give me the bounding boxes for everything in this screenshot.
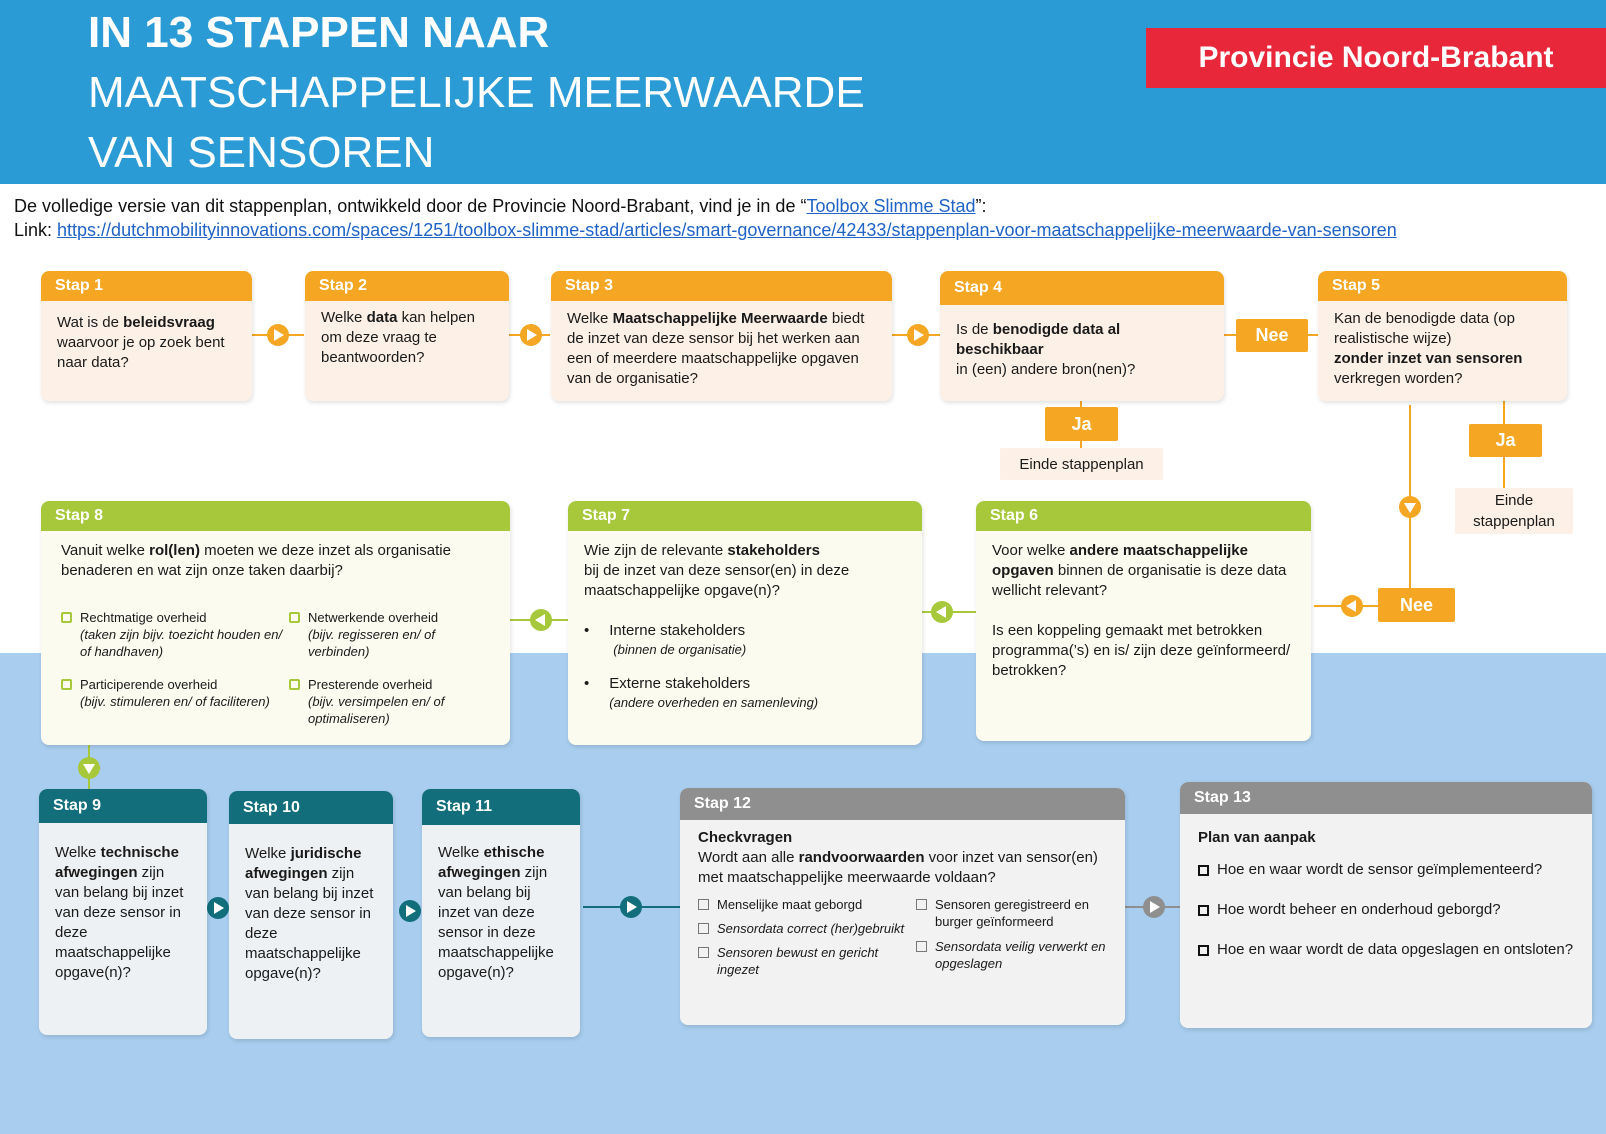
step-12-heading: Checkvragen xyxy=(698,829,793,846)
step-3-bold: Maatschappelijke Meerwaarde xyxy=(612,310,828,327)
step-9-label: Stap 9 xyxy=(39,789,207,823)
intro-line1-suffix: ”: xyxy=(975,196,987,216)
role-presterende[interactable] xyxy=(289,676,489,727)
intro-text xyxy=(14,194,1397,242)
intro-line1: De volledige versie van dit stappenplan, ontwikkeld door de Provincie Noord-Brabant, vind je in de “ xyxy=(14,196,807,216)
step-9-text-2: zijn van belang bij inzet van deze sensor in deze maatschappelijke opgave(n)? xyxy=(55,864,184,981)
step-5-no-tag: Nee xyxy=(1378,588,1455,622)
step-6-bold: andere maatschappelijke opgaven xyxy=(992,542,1248,579)
step-12-box xyxy=(680,788,1125,1025)
checkbox-icon xyxy=(61,679,72,690)
checkbox-icon xyxy=(289,679,300,690)
stakeholder-sub: (binnen de organisatie) xyxy=(613,642,747,657)
checkbox-icon xyxy=(1198,905,1209,916)
step-3-text: Welke xyxy=(567,310,613,327)
step-5-text-2: verkregen worden? xyxy=(1334,370,1463,387)
step-10-bold: juridische afwegingen xyxy=(245,845,362,882)
step-7-label: Stap 7 xyxy=(568,501,922,531)
role-sub: (bijv. regisseren en/ of verbinden) xyxy=(308,627,435,659)
step-8-text-2: moeten we deze inzet als organisatie benaderen en wat zijn onze taken daarbij? xyxy=(61,542,451,579)
step-11-text: Welke xyxy=(438,844,484,861)
step-5-bold: zonder inzet van sensoren xyxy=(1334,350,1523,367)
checkbox-icon xyxy=(698,899,709,910)
step-10-text: Welke xyxy=(245,845,291,862)
check-sensoren-geregistreerd[interactable] xyxy=(916,896,1116,930)
checkbox-icon xyxy=(1198,945,1209,956)
step-1-bold: beleidsvraag xyxy=(123,314,215,331)
check-sensordata-correct[interactable] xyxy=(698,920,916,937)
role-title: Presterende overheid xyxy=(308,677,433,692)
step-2-box xyxy=(305,271,509,401)
plan-item-label: Hoe en waar wordt de data opgeslagen en ontsloten? xyxy=(1217,941,1574,958)
checkbox-icon xyxy=(916,941,927,952)
plan-item[interactable] xyxy=(1198,860,1576,880)
step-5-text: Kan de benodigde data (op realistische wijze) xyxy=(1334,310,1515,347)
step-12-text-2: voor inzet van sensor(en) met maatschappelijke meerwaarde voldaan? xyxy=(698,849,1098,886)
step-7-bold: stakeholders xyxy=(727,542,820,559)
step-1-label: Stap 1 xyxy=(41,271,252,301)
step-1-text: Wat is de xyxy=(57,314,124,331)
checkbox-icon xyxy=(916,899,927,910)
step-5-box xyxy=(1318,271,1567,401)
role-sub: (bijv. versimpelen en/ of optimaliseren) xyxy=(308,694,445,726)
step-1-box xyxy=(41,271,252,401)
step-12-text: Wordt aan alle xyxy=(698,849,799,866)
check-label: Sensoren geregistreerd en burger geïnformeerd xyxy=(935,897,1089,929)
step-5-label: Stap 5 xyxy=(1318,271,1567,301)
step-8-box xyxy=(41,501,510,745)
check-label: Sensoren bewust en gericht ingezet xyxy=(717,945,879,977)
checkbox-icon xyxy=(289,612,300,623)
plan-item[interactable] xyxy=(1198,900,1576,920)
step-12-bold: randvoorwaarden xyxy=(798,849,925,866)
check-label: Menselijke maat geborgd xyxy=(717,897,863,912)
plan-item[interactable] xyxy=(1198,940,1576,960)
check-menselijke-maat[interactable] xyxy=(698,896,916,913)
stappenplan-link[interactable]: https://dutchmobilityinnovations.com/spaces/1251/toolbox-slimme-stad/articles/smart-governance/42433/stappenplan-voor-maatschappelijke-meerwaarde-van-sensoren xyxy=(57,220,1397,240)
step-11-label: Stap 11 xyxy=(422,789,580,825)
stakeholder-title: Externe stakeholders xyxy=(609,675,751,692)
step-7-text-2: bij de inzet van deze sensor(en) in deze maatschappelijke opgave(n)? xyxy=(584,562,850,599)
arrow-right-icon xyxy=(267,324,289,346)
brand-logo: Provincie Noord-Brabant xyxy=(1146,28,1606,88)
step-8-text: Vanuit welke xyxy=(61,542,150,559)
list-item: • Interne stakeholders (binnen de organisatie) xyxy=(584,622,747,657)
step-8-bold: rol(len) xyxy=(149,542,200,559)
step-6-text: Voor welke xyxy=(992,542,1070,559)
intro-line2: Link: xyxy=(14,220,58,240)
step-3-label: Stap 3 xyxy=(551,271,892,301)
stakeholder-title: Interne stakeholders xyxy=(609,622,746,639)
step-13-label: Stap 13 xyxy=(1180,782,1592,814)
step-12-label: Stap 12 xyxy=(680,788,1125,820)
step-6-box xyxy=(976,501,1311,741)
step-3-text-2: biedt de inzet van deze sensor bij het werken aan een of meerdere maatschappelijke opgaven van de organisatie? xyxy=(567,310,865,387)
step-5-end-box: Einde stappenplan xyxy=(1455,488,1573,534)
step-4-bold: benodigde data al beschikbaar xyxy=(956,321,1121,358)
step-4-label: Stap 4 xyxy=(940,271,1224,305)
role-title: Rechtmatige overheid xyxy=(80,610,207,625)
step-5-yes-tag: Ja xyxy=(1469,424,1542,457)
step-7-box xyxy=(568,501,922,745)
page-title-line3: VAN SENSOREN xyxy=(88,128,435,177)
arrow-left-icon xyxy=(530,609,552,631)
step-2-bold: data xyxy=(366,309,398,326)
step-9-text: Welke xyxy=(55,844,101,861)
checkbox-icon xyxy=(61,612,72,623)
page-title-line2: MAATSCHAPPELIJKE MEERWAARDE xyxy=(88,68,865,117)
arrow-down-icon xyxy=(1399,496,1421,518)
step-13-box xyxy=(1180,782,1592,1028)
step-10-text-2: zijn van belang bij inzet van deze sensor in deze maatschappelijke opgave(n)? xyxy=(245,865,374,982)
step-10-label: Stap 10 xyxy=(229,791,393,824)
step-4-yes-tag: Ja xyxy=(1045,407,1118,441)
step-9-box xyxy=(39,789,207,1035)
check-label: Sensordata correct (her)gebruikt xyxy=(717,921,905,936)
step-11-bold: ethische afwegingen xyxy=(438,844,545,881)
check-sensoren-bewust[interactable] xyxy=(698,944,916,978)
step-11-text-2: zijn van belang bij inzet van deze sensor in deze maatschappelijke opgave(n)? xyxy=(438,864,554,981)
toolbox-link[interactable]: Toolbox Slimme Stad xyxy=(806,196,976,216)
role-participerende[interactable] xyxy=(61,676,289,727)
step-9-bold: technische afwegingen xyxy=(55,844,179,881)
plan-item-label: Hoe en waar wordt de sensor geïmplementeerd? xyxy=(1217,861,1543,878)
step-13-heading: Plan van aanpak xyxy=(1198,829,1316,846)
checkbox-icon xyxy=(698,947,709,958)
step-2-label: Stap 2 xyxy=(305,271,509,301)
role-sub: (taken zijn bijv. toezicht houden en/ of handhaven) xyxy=(80,627,283,659)
step-4-box xyxy=(940,271,1224,401)
role-sub: (bijv. stimuleren en/ of faciliteren) xyxy=(80,694,270,709)
header-banner xyxy=(0,0,1606,184)
step-10-box xyxy=(229,791,393,1039)
step-2-text: Welke xyxy=(321,309,367,326)
check-sensordata-veilig[interactable] xyxy=(916,938,1116,972)
arrow-left-icon xyxy=(931,601,953,623)
role-title: Participerende overheid xyxy=(80,677,218,692)
step-4-no-tag: Nee xyxy=(1236,319,1308,352)
step-2-text-2: kan helpen om deze vraag te beantwoorden? xyxy=(321,309,475,366)
list-item: • Externe stakeholders (andere overheden en samenleving) xyxy=(584,675,819,710)
arrow-left-icon xyxy=(1341,595,1363,617)
checkbox-icon xyxy=(698,923,709,934)
step-8-label: Stap 8 xyxy=(41,501,510,531)
step-3-box xyxy=(551,271,892,401)
step-6-text-2: binnen de organisatie is deze data wellicht relevant? xyxy=(992,562,1287,599)
check-label: Sensordata veilig verwerkt en opgeslagen xyxy=(935,939,1106,971)
step-6-text-3: Is een koppeling gemaakt met betrokken programma(’s) en is/ zijn deze geïnformeerd/ betrokken? xyxy=(992,622,1291,679)
role-title: Netwerkende overheid xyxy=(308,610,439,625)
arrow-right-icon xyxy=(520,324,542,346)
step-4-text-2: in (een) andere bron(nen)? xyxy=(956,361,1136,378)
role-netwerkende[interactable] xyxy=(289,609,489,660)
step-6-label: Stap 6 xyxy=(976,501,1311,531)
plan-item-label: Hoe wordt beheer en onderhoud geborgd? xyxy=(1217,901,1501,918)
step-4-text: Is de xyxy=(956,321,993,338)
step-4-end-box: Einde stappenplan xyxy=(1000,448,1163,480)
page-title-line1: IN 13 STAPPEN NAAR xyxy=(88,8,550,57)
role-rechtmatige[interactable] xyxy=(61,609,289,660)
arrow-right-icon xyxy=(907,324,929,346)
step-1-text-2: waarvoor je op zoek bent naar data? xyxy=(57,334,225,371)
checkbox-icon xyxy=(1198,865,1209,876)
step-7-text: Wie zijn de relevante xyxy=(584,542,728,559)
stakeholder-sub: (andere overheden en samenleving) xyxy=(609,695,819,710)
step-11-box xyxy=(422,789,580,1037)
